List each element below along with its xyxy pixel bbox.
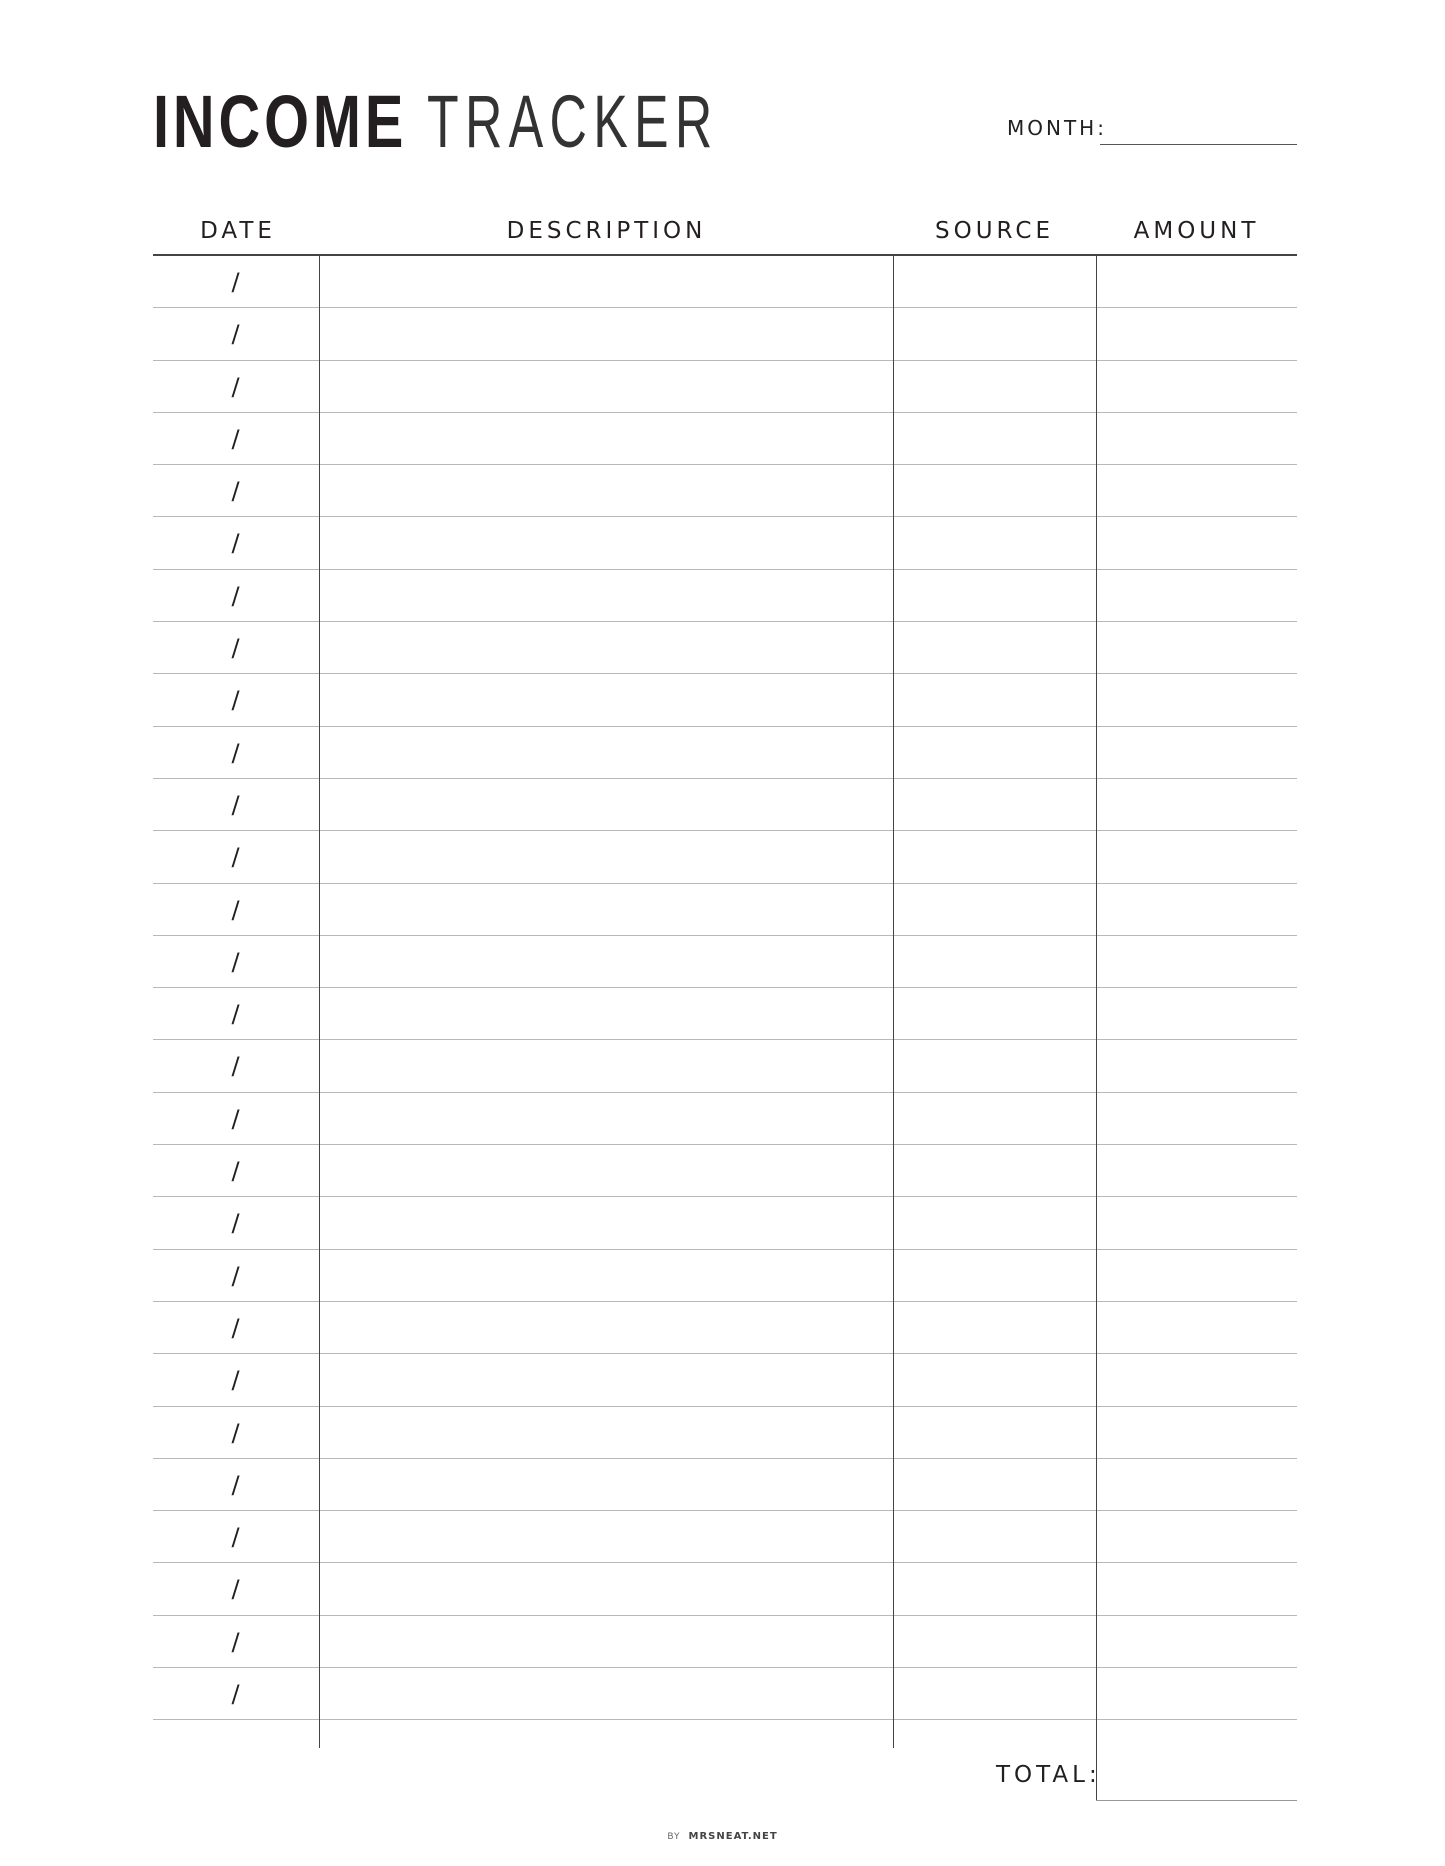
table-row[interactable] [153, 1145, 1297, 1197]
table-row[interactable] [153, 1250, 1297, 1302]
date-slash: / [231, 895, 240, 924]
table-row[interactable] [153, 622, 1297, 674]
date-slash: / [231, 1000, 240, 1029]
table-row[interactable] [153, 517, 1297, 569]
table-row[interactable] [153, 1197, 1297, 1249]
table-row[interactable] [153, 1668, 1297, 1720]
table-row[interactable] [153, 936, 1297, 988]
date-slash: / [231, 477, 240, 506]
column-header-amount: AMOUNT [1133, 218, 1260, 244]
table-row[interactable] [153, 727, 1297, 779]
column-header-date: DATE [200, 218, 276, 244]
month-input-line[interactable] [1100, 144, 1297, 145]
date-slash: / [231, 1104, 240, 1133]
date-slash: / [231, 1052, 240, 1081]
date-slash: / [231, 320, 240, 349]
date-slash: / [231, 1575, 240, 1604]
table-body [153, 256, 1297, 1720]
footer [0, 1831, 1445, 1842]
date-slash: / [231, 843, 240, 872]
divider-source-amount [1096, 256, 1097, 1801]
table-row[interactable] [153, 1407, 1297, 1459]
table-row[interactable] [153, 674, 1297, 726]
page-title [153, 82, 844, 162]
total-label: TOTAL: [996, 1762, 1101, 1788]
table-row[interactable] [153, 413, 1297, 465]
date-slash: / [231, 1209, 240, 1238]
title-light: TRACKER [427, 80, 719, 163]
footer-brand: MRSNEAT.NET [688, 1831, 778, 1842]
footer-by: BY [667, 1832, 681, 1842]
table-row[interactable] [153, 884, 1297, 936]
table-row[interactable] [153, 256, 1297, 308]
date-slash: / [231, 634, 240, 663]
table-row[interactable] [153, 1040, 1297, 1092]
date-slash: / [231, 1418, 240, 1447]
date-slash: / [231, 738, 240, 767]
date-slash: / [231, 372, 240, 401]
table-row[interactable] [153, 779, 1297, 831]
title-bold: INCOME [153, 80, 408, 163]
table-row[interactable] [153, 1616, 1297, 1668]
table-row[interactable] [153, 465, 1297, 517]
column-header-source: SOURCE [935, 218, 1054, 244]
table-row[interactable] [153, 1302, 1297, 1354]
date-slash: / [231, 424, 240, 453]
table-row[interactable] [153, 988, 1297, 1040]
date-slash: / [231, 1523, 240, 1552]
table-row[interactable] [153, 570, 1297, 622]
table-row[interactable] [153, 1511, 1297, 1563]
date-slash: / [231, 947, 240, 976]
date-slash: / [231, 1261, 240, 1290]
date-slash: / [231, 1680, 240, 1709]
divider-date-description [319, 256, 320, 1748]
month-label: MONTH: [1007, 116, 1107, 140]
table-row[interactable] [153, 308, 1297, 360]
table-row[interactable] [153, 1563, 1297, 1615]
divider-description-source [893, 256, 894, 1748]
date-slash: / [231, 529, 240, 558]
table-row[interactable] [153, 831, 1297, 883]
date-slash: / [231, 1627, 240, 1656]
date-slash: / [231, 1313, 240, 1342]
date-slash: / [231, 1157, 240, 1186]
date-slash: / [231, 581, 240, 610]
date-slash: / [231, 790, 240, 819]
date-slash: / [231, 268, 240, 296]
date-slash: / [231, 686, 240, 715]
total-input-line[interactable] [1096, 1800, 1297, 1801]
column-header-description: DESCRIPTION [506, 218, 707, 244]
table-row[interactable] [153, 361, 1297, 413]
table-row[interactable] [153, 1459, 1297, 1511]
date-slash: / [231, 1470, 240, 1499]
table-row[interactable] [153, 1354, 1297, 1406]
table-row[interactable] [153, 1093, 1297, 1145]
date-slash: / [231, 1366, 240, 1395]
